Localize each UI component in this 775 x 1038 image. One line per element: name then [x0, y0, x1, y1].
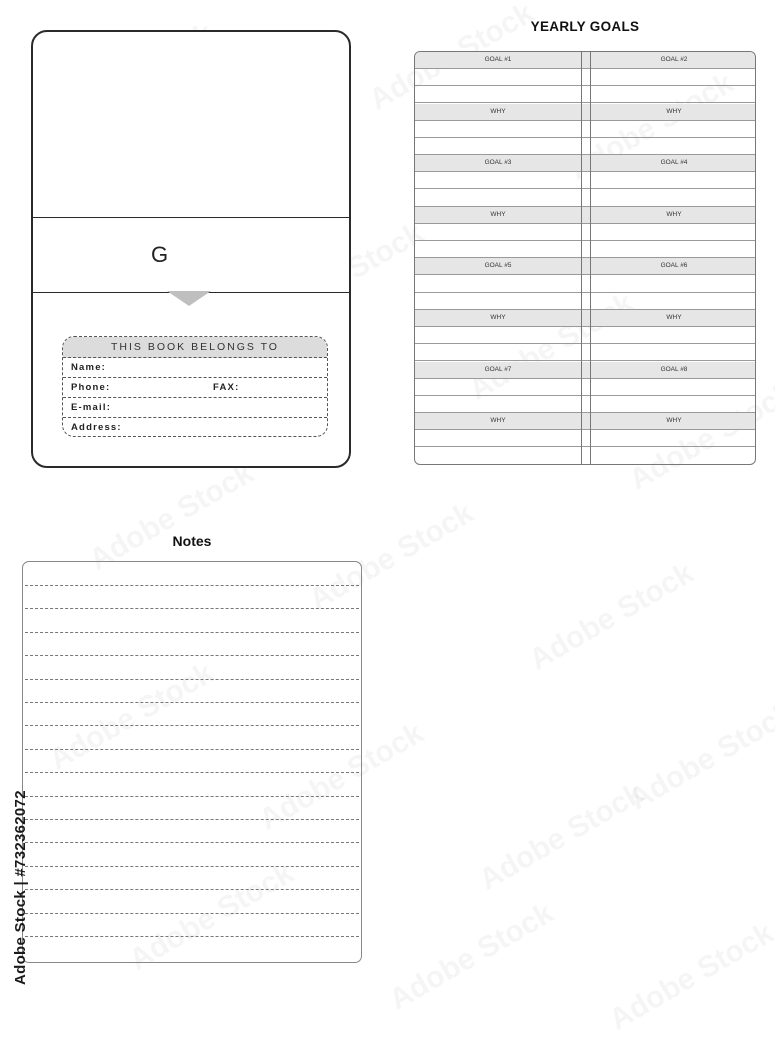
goal-label: GOAL #1 [484, 56, 512, 63]
email-field[interactable] [63, 398, 327, 418]
notes-line [25, 632, 359, 633]
watermark-text [524, 556, 700, 677]
notes-box[interactable] [22, 561, 362, 963]
phone-fax-field[interactable] [63, 378, 327, 398]
goal-header-row [415, 155, 755, 172]
goal-header-row [415, 258, 755, 275]
goal-entry-row[interactable] [415, 86, 755, 103]
belongs-to-box [62, 336, 328, 437]
column-divider [581, 52, 582, 464]
notes-line [25, 842, 359, 843]
fax-label: FAX: [213, 382, 240, 393]
goal-entry-row[interactable] [415, 293, 755, 310]
address-field[interactable] [63, 418, 327, 437]
watermark-text [384, 896, 560, 1017]
watermark-text [624, 696, 775, 817]
why-label: WHY [666, 210, 682, 218]
goal-label: GOAL #7 [484, 365, 512, 373]
notes-line [25, 585, 359, 586]
notes-line [25, 608, 359, 609]
belongs-to-title: THIS BOOK BELONGS TO [63, 337, 327, 358]
why-label: WHY [490, 417, 506, 425]
why-header-row [415, 413, 755, 430]
notes-line [25, 655, 359, 656]
notes-line [25, 749, 359, 750]
goal-entry-row[interactable] [415, 276, 755, 293]
notes-line [25, 772, 359, 773]
stock-id-text: Adobe Stock | #732362072 [12, 790, 29, 985]
why-header-row [415, 207, 755, 224]
cover-title-band [33, 217, 349, 293]
notes-line [25, 866, 359, 867]
email-label: E-mail: [71, 402, 112, 413]
why-header-row [415, 104, 755, 121]
goal-entry-row[interactable] [415, 396, 755, 413]
cover-card [31, 30, 351, 468]
goal-entry-row[interactable] [415, 121, 755, 138]
goal-entry-row[interactable] [415, 241, 755, 258]
notes-line [25, 679, 359, 680]
watermark-text [474, 776, 650, 897]
watermark-text [84, 456, 260, 577]
notes-line [25, 796, 359, 797]
why-label: WHY [490, 314, 506, 321]
why-label: WHY [666, 417, 682, 425]
notes-line [25, 819, 359, 820]
goal-header-row [415, 52, 755, 69]
goal-label: GOAL #8 [660, 365, 688, 373]
notes-line [25, 702, 359, 703]
yearly-goals-table [414, 51, 756, 465]
goal-label: GOAL #3 [484, 159, 512, 167]
address-label: Address: [71, 422, 122, 433]
notes-line [25, 936, 359, 937]
column-divider [590, 52, 591, 464]
notes-line [25, 889, 359, 890]
cover-notch [167, 291, 211, 306]
name-label: Name: [71, 362, 107, 373]
why-label: WHY [666, 314, 682, 321]
goal-entry-row[interactable] [415, 224, 755, 241]
goal-header-row [415, 362, 755, 379]
goal-entry-row[interactable] [415, 379, 755, 396]
cover-initial: G [151, 242, 169, 267]
goal-entry-row[interactable] [415, 448, 755, 465]
notes-line [25, 913, 359, 914]
goal-entry-row[interactable] [415, 138, 755, 155]
goal-entry-row[interactable] [415, 327, 755, 344]
why-label: WHY [490, 107, 506, 115]
name-field[interactable] [63, 358, 327, 378]
goal-entry-row[interactable] [415, 430, 755, 447]
goal-label: GOAL #4 [660, 159, 688, 167]
why-header-row [415, 310, 755, 327]
goal-entry-row[interactable] [415, 344, 755, 361]
goal-label: GOAL #5 [484, 262, 512, 270]
yearly-goals-title: YEARLY GOALS [530, 19, 640, 34]
goal-entry-row[interactable] [415, 69, 755, 86]
goal-entry-row[interactable] [415, 190, 755, 207]
goal-entry-row[interactable] [415, 172, 755, 189]
watermark-text [604, 916, 775, 1037]
why-label: WHY [490, 210, 506, 218]
goal-label: GOAL #6 [660, 262, 688, 270]
notes-title: Notes [172, 533, 212, 549]
notes-line [25, 725, 359, 726]
why-label: WHY [666, 107, 682, 115]
goal-label: GOAL #2 [660, 56, 688, 63]
phone-label: Phone: [71, 382, 111, 393]
